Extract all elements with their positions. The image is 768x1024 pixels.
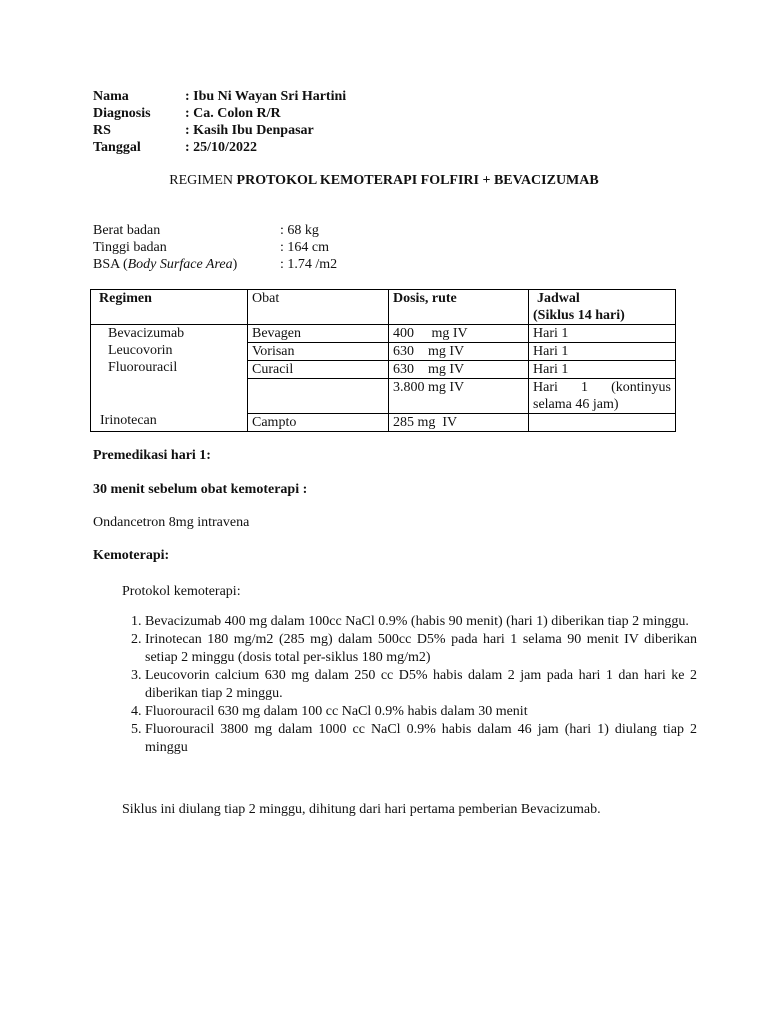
list-item: 1. Bevacizumab 400 mg dalam 100cc NaCl 0.9% (habis 90 menit) (hari 1) diberikan tiap 2 minggu.	[145, 613, 697, 631]
regimen-names-cell	[91, 325, 248, 432]
document-title	[0, 172, 768, 189]
kemo-intro: Protokol kemoterapi:	[122, 584, 241, 599]
dosis-cell: 630 mg IV	[389, 343, 529, 361]
jadwal-line1: Hari 1 (kontinyus	[533, 380, 671, 395]
dosis-cell: 400 mg IV	[389, 325, 529, 343]
header-regimen: Regimen	[91, 290, 248, 325]
berat-value: : 68 kg	[280, 223, 319, 238]
jadwal-cell: Hari 1	[529, 343, 676, 361]
list-item: 3. Leucovorin calcium 630 mg dalam 250 cc D5% habis dalam 2 jam pada hari 1 dan hari ke 2 diberikan tiap 2 minggu.	[145, 667, 697, 703]
jadwal-cell: Hari 1	[529, 325, 676, 343]
header-obat: Obat	[248, 290, 389, 325]
jadwal-cell: Hari 1	[529, 361, 676, 379]
premed-drug: Ondancetron 8mg intravena	[93, 515, 250, 530]
title-main: PROTOKOL KEMOTERAPI FOLFIRI + BEVACIZUMAB	[236, 173, 599, 188]
dosis-cell: 630 mg IV	[389, 361, 529, 379]
regimen-name: Irinotecan	[100, 413, 157, 428]
tanggal-value: : 25/10/2022	[185, 140, 257, 155]
jadwal-cell	[529, 414, 676, 432]
regimen-name: Bevacizumab	[108, 326, 185, 341]
diagnosis-label: Diagnosis	[93, 106, 151, 121]
patient-row-nama	[0, 88, 768, 105]
tinggi-value: : 164 cm	[280, 240, 329, 255]
dosis-cell: 3.800 mg IV	[389, 379, 529, 414]
nama-value: : Ibu Ni Wayan Sri Hartini	[185, 89, 347, 104]
patient-row-rs	[0, 122, 768, 139]
regimen-name: Leucovorin	[108, 343, 173, 358]
table-row	[91, 325, 676, 343]
header-dosis: Dosis, rute	[389, 290, 529, 325]
regimen-table	[90, 289, 676, 432]
header-jadwal	[529, 290, 676, 325]
list-item: 2. Irinotecan 180 mg/m2 (285 mg) dalam 500cc D5% pada hari 1 selama 90 menit IV diberikan setiap 2 minggu (dosis total per-siklus 180 mg/m2)	[145, 631, 697, 667]
protocol-list	[122, 613, 697, 757]
kemo-heading: Kemoterapi:	[93, 548, 170, 563]
nama-label: Nama	[93, 89, 129, 104]
header-jadwal-line2: (Siklus 14 hari)	[533, 308, 625, 323]
obat-cell	[248, 379, 389, 414]
rs-label: RS	[93, 123, 111, 138]
bsa-value: : 1.74 /m2	[280, 257, 338, 272]
regimen-name: Fluorouracil	[108, 360, 178, 375]
header-jadwal-line1: Jadwal	[537, 291, 580, 306]
table-header-row	[91, 290, 676, 325]
kemo-footer: Siklus ini diulang tiap 2 minggu, dihitung dari hari pertama pemberian Bevacizumab.	[122, 802, 601, 817]
tinggi-label: Tinggi badan	[93, 240, 167, 255]
dosis-cell: 285 mg IV	[389, 414, 529, 432]
obat-cell: Vorisan	[248, 343, 389, 361]
patient-row-tanggal	[0, 139, 768, 156]
premed-timing: 30 menit sebelum obat kemoterapi :	[93, 482, 308, 497]
bsa-label	[93, 256, 237, 273]
obat-cell: Bevagen	[248, 325, 389, 343]
list-item: 5. Fluorouracil 3800 mg dalam 1000 cc NaCl 0.9% habis dalam 46 jam (hari 1) diulang tiap 2 minggu	[145, 721, 697, 757]
bsa-label-pre: BSA (	[93, 257, 128, 272]
bsa-label-italic: Body Surface Area	[127, 257, 233, 272]
premed-heading: Premedikasi hari 1:	[93, 448, 211, 463]
obat-cell: Campto	[248, 414, 389, 432]
jadwal-line2: selama 46 jam)	[533, 397, 619, 412]
title-prefix: REGIMEN	[169, 173, 237, 188]
berat-label: Berat badan	[93, 223, 161, 238]
list-item: 4. Fluorouracil 630 mg dalam 100 cc NaCl 0.9% habis dalam 30 menit	[145, 703, 697, 721]
jadwal-cell	[529, 379, 676, 414]
patient-row-diagnosis	[0, 105, 768, 122]
obat-cell: Curacil	[248, 361, 389, 379]
diagnosis-value: : Ca. Colon R/R	[185, 106, 281, 121]
rs-value: : Kasih Ibu Denpasar	[185, 123, 314, 138]
tanggal-label: Tanggal	[93, 140, 141, 155]
bsa-label-post: )	[232, 257, 238, 272]
